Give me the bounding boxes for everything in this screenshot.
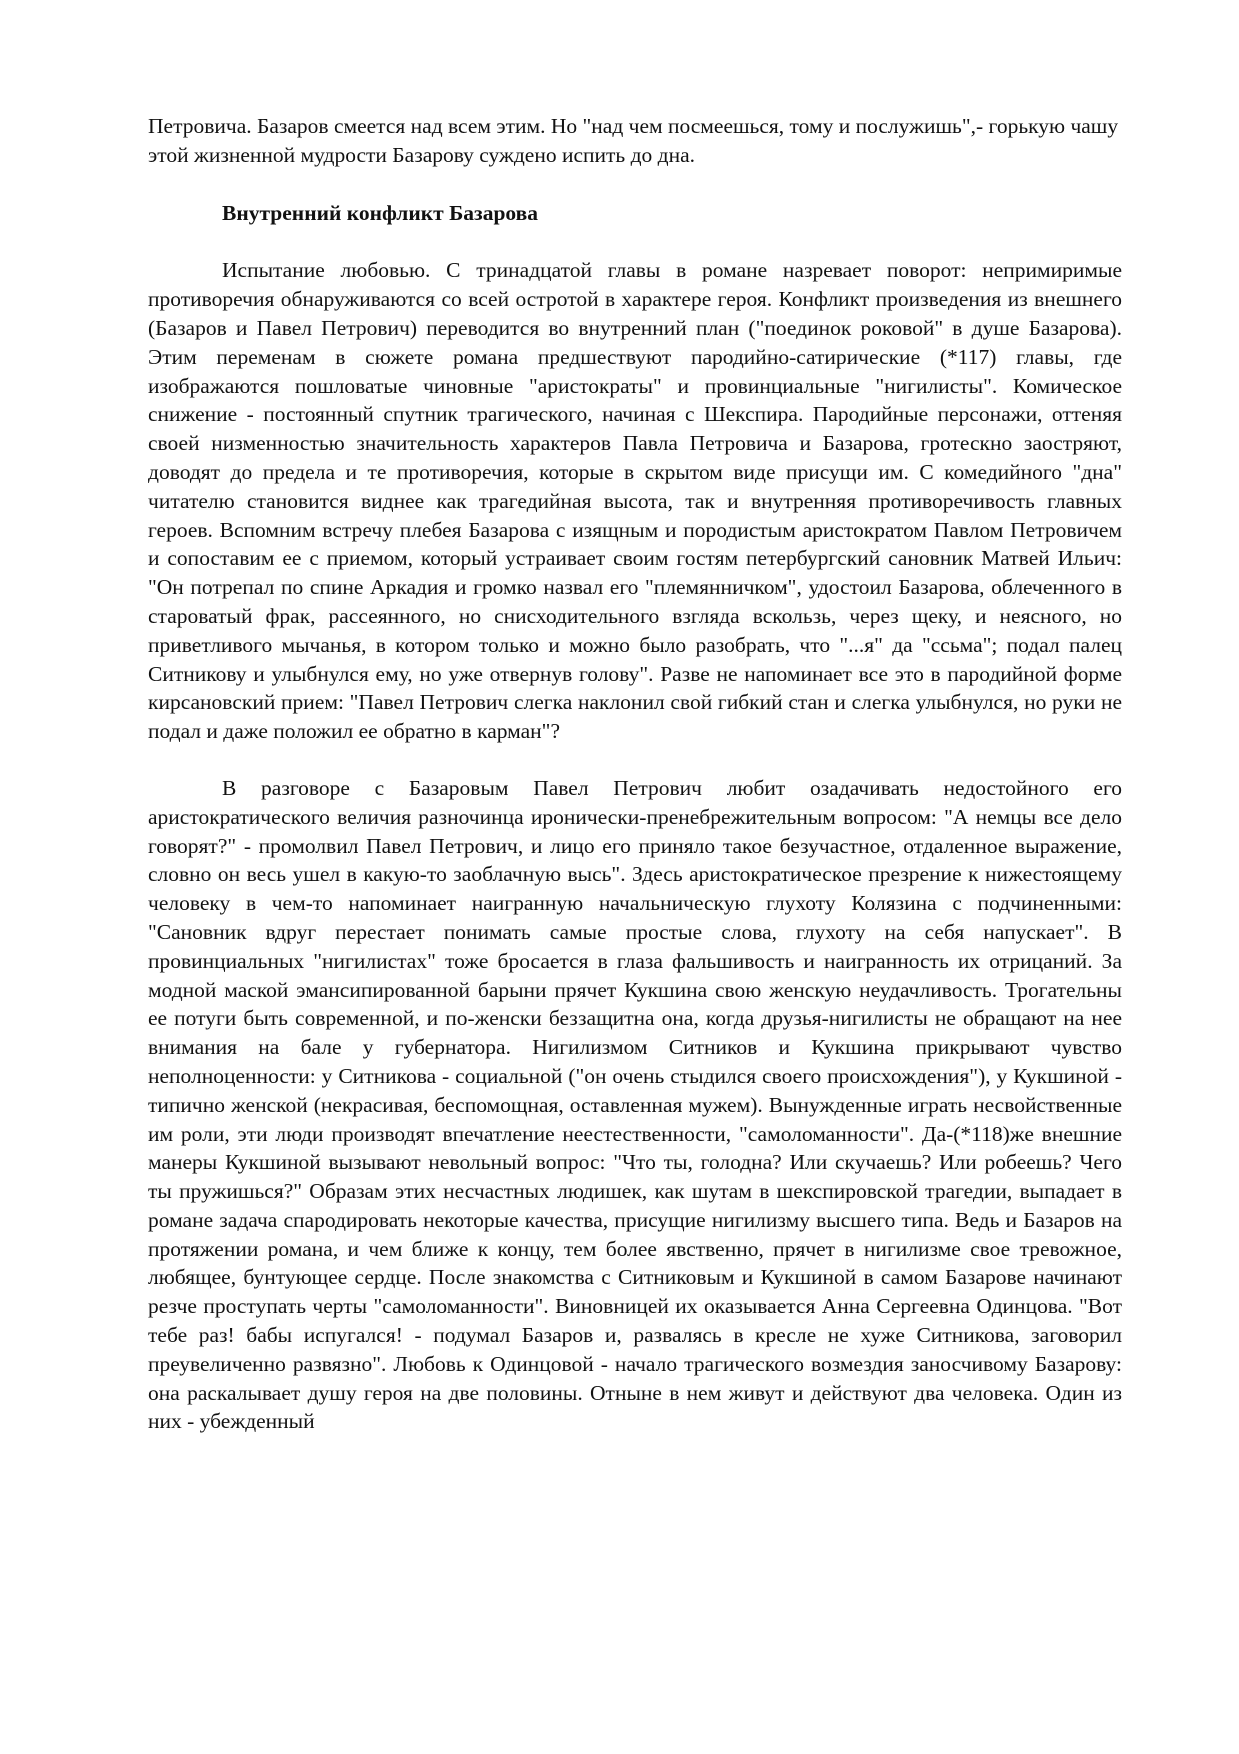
intro-paragraph: Петровича. Базаров смеется над всем этим. Но "над чем посмеешься, тому и послужишь",- горькую чашу этой жизненной мудрости Базарову суждено испить до дна. bbox=[148, 114, 1119, 167]
section-heading: Внутренний конфликт Базарова bbox=[222, 200, 538, 225]
document-page bbox=[148, 112, 1122, 1436]
paragraph-spacer bbox=[148, 746, 1122, 774]
body-paragraph-1: Испытание любовью. С тринадцатой главы в романе назревает поворот: непримиримые противоречия обнаруживаются со всей остротой в характере героя. Конфликт произведения из внешнего (Базаров и Павел Петрович) переводится во внутренний план ("поединок роковой" в душе Базарова). Этим переменам в сюжете романа предшествуют пародийно-сатирические (*117) главы, где изображаются пошловатые чиновные "аристократы" и провинциальные "нигилисты". Комическое снижение - постоянный спутник трагического, начиная с Шекспира. Пародийные персонажи, оттеняя своей низменностью значительность характеров Павла Петровича и Базарова, гротескно заостряют, доводят до предела и те противоречия, которые в скрытом виде присущи им. С комедийного "дна" читателю становится виднее как трагедийная высота, так и внутренняя противоречивость главных героев. Вспомним встречу плебея Базарова с изящным и породистым аристократом Павлом Петровичем и сопоставим ее с приемом, который устраивает своим гостям петербургский сановник Матвей Ильич: "Он потрепал по спине Аркадия и громко назвал его "племянничком", удостоил Базарова, облеченного в староватый фрак, рассеянного, но снисходительного взгляда вскользь, через щеку, и неясного, но приветливого мычанья, в котором только и можно было разобрать, что "...я" да "ссьма"; подал палец Ситникову и улыбнулся ему, но уже отвернув голову". Разве не напоминает все это в пародийной форме кирсановский прием: "Павел Петрович слегка наклонил свой гибкий стан и слегка улыбнулся, но руки не подал и даже положил ее обратно в карман"? bbox=[148, 258, 1122, 744]
body-paragraph-2: В разговоре с Базаровым Павел Петрович любит озадачивать недостойного его аристократического величия разночинца иронически-пренебрежительным вопросом: "А немцы все дело говорят?" - промолвил Павел Петрович, и лицо его приняло такое безучастное, отдаленное выражение, словно он весь ушел в какую-то заоблачную высь". Здесь аристократическое презрение к нижестоящему человеку в чем-то напоминает наигранную начальническую глухоту Колязина с подчиненными: "Сановник вдруг перестает понимать самые простые слова, глухоту на себя напускает". В провинциальных "нигилистах" тоже бросается в глаза фальшивость и наигранность их отрицаний. За модной маской эмансипированной барыни прячет Кукшина свою женскую неудачливость. Трогательны ее потуги быть современной, и по-женски беззащитна она, когда друзья-нигилисты не обращают на нее внимания на бале у губернатора. Нигилизмом Ситников и Кукшина прикрывают чувство неполноценности: у Ситникова - социальной ("он очень стыдился своего происхождения"), у Кукшиной - типично женской (некрасивая, беспомощная, оставленная мужем). Вынужденные играть несвойственные им роли, эти люди производят впечатление неестественности, "самоломанности". Да-(*118)же внешние манеры Кукшиной вызывают невольный вопрос: "Что ты, голодна? Или скучаешь? Или робеешь? Чего ты пружишься?" Образам этих несчастных людишек, как шутам в шекспировской трагедии, выпадает в романе задача спародировать некоторые качества, присущие нигилизму высшего типа. Ведь и Базаров на протяжении романа, и чем ближе к концу, тем более явственно, прячет в нигилизме свое тревожное, любящее, бунтующее сердце. После знакомства с Ситниковым и Кукшиной в самом Базарове начинают резче проступать черты "самоломанности". Виновницей их оказывается Анна Сергеевна Одинцова. "Вот тебе раз! бабы испугался! - подумал Базаров и, развалясь в кресле не хуже Ситникова, заговорил преувеличенно развязно". Любовь к Одинцовой - начало трагического возмездия заносчивому Базарову: она раскалывает душу героя на две половины. Отныне в нем живут и действуют два человека. Один из них - убежденный bbox=[148, 775, 1122, 1434]
